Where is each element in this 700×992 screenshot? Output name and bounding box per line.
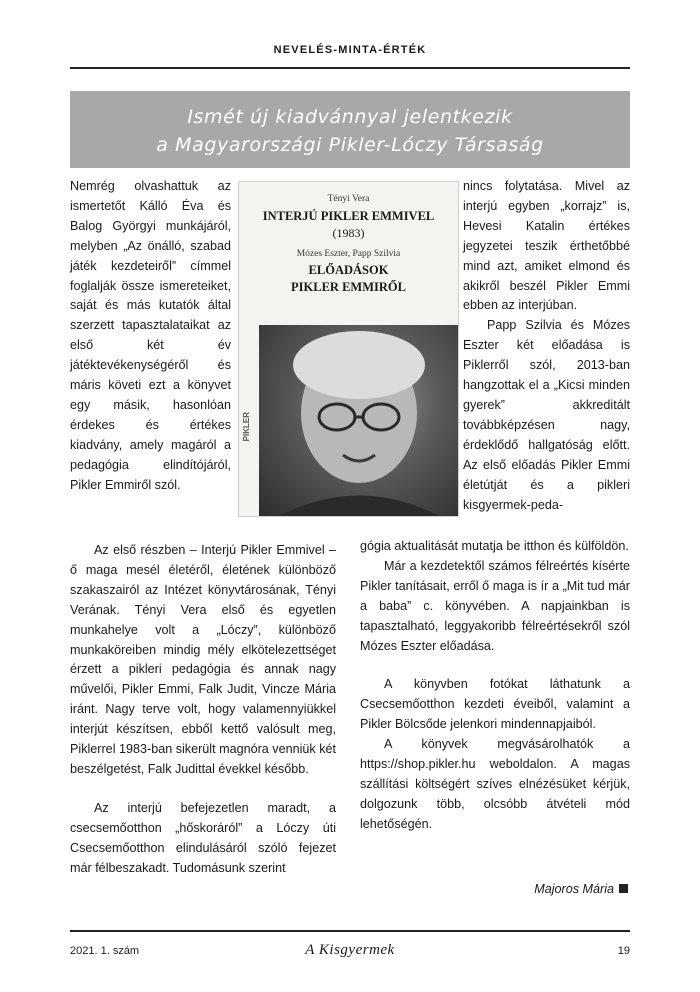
footer-rule <box>70 930 630 932</box>
footer-magazine-name: A Kisgyermek <box>305 942 395 958</box>
col-left-intro <box>70 177 231 496</box>
page-number: 19 <box>617 945 630 957</box>
cover-author: Tényi Vera <box>327 194 370 204</box>
paragraph: Papp Szilvia és Mózes Eszter két előadása is Piklerről szól, 2013-ban hangzottak el a „Kicsi minden gyerek” akkreditált továbbképzésen nagy, érdeklődő hallgatóság előtt. Az első előadás Pikler Emmi életútját és a pikleri kisgyermek-peda- <box>463 318 630 512</box>
paragraph: gógia aktualitását mutatja be itthon és külföldön. <box>360 539 629 553</box>
cover-spine-logo: PIKLER <box>242 412 251 442</box>
paragraph: Az első részben – Interjú Pikler Emmivel – ő maga mesél életéről, életének különböző szakaszairól az Intézet könyvtárosának, Tényi Verának. Tényi Vera első és egyetlen munkahelye volt a „Lóczy”, különböző munkaköreiben mindig mély elkötelezettséget érzett a pikleri pedagógia és annak nagy művelői, Pikler Emmi, Falk Judit, Vincze Mária iránt. Nagy terve volt, hogy valamennyiükkel interjút készítsen, ebből kettő valósult meg, Piklerrel 1983-ban sikerült magnóra venniük két beszélgetést, Falk Judittal évekkel később. <box>70 543 337 776</box>
article-title-band <box>70 91 630 168</box>
article-title-line-1: Ismét új kiadvánnyal jelentkezik <box>187 106 513 128</box>
signature-name: Majoros Mária <box>534 882 614 896</box>
cover-title-4: PIKLER EMMIRŐL <box>291 280 406 294</box>
paragraph: Az interjú befejezetlen maradt, a csecsemőotthon „hőskoráról” a Lóczy úti Csecsemőotthon elindulásáról szóló fejezet már félbeszakadt. Tudomásunk szerint <box>70 800 336 875</box>
header-rule <box>70 67 630 69</box>
cover-authors: Mózes Eszter, Papp Szilvia <box>296 249 401 259</box>
book-cover-image <box>238 181 459 517</box>
col-left-bottom <box>70 541 336 879</box>
cover-title-3: ELŐADÁSOK <box>308 263 389 277</box>
col-right-top <box>463 177 630 515</box>
paragraph: Nemrég olvashattuk az ismertetőt Kálló Éva és Balog Györgyi munkájáról, melyben „Az önálló, szabad játék kezdeteiről” címmel foglalják össze ismereteiket, saját és más kutatók által szerzett tapasztalataikat az első két év játéktevékenységéről és máris követi ezt a könyvet egy másik, hasonlóan érdekes és értékes kiadvány, amely magáról a pedagógia elindítójáról, Pikler Emmiről szól. <box>70 179 231 492</box>
portrait-photo <box>259 325 458 516</box>
author-signature <box>380 882 628 896</box>
running-head: NEVELÉS-MINTA-ÉRTÉK <box>273 44 427 56</box>
portrait-silhouette-icon <box>259 325 458 516</box>
cover-title-year: (1983) <box>332 226 365 240</box>
paragraph: Már a kezdetektől számos félreértés kísérte Pikler tanításait, erről ő maga is ír a „Mit tud már a baba” c. könyvében. A napjainkban is tapasztalható, leggyakoribb félreértésekről szól Mózes Eszter előadása. <box>360 558 630 653</box>
col-right-bottom <box>360 537 630 835</box>
article-title-line-2: a Magyarországi Pikler-Lóczy Társaság <box>156 134 544 156</box>
end-mark-icon <box>619 884 628 893</box>
paragraph: A könyvben fotókat láthatunk a Csecsemőotthon kezdeti éveiből, valamint a Pikler Bölcsőde jelenkori mindennapjaiból. <box>360 677 630 732</box>
paragraph: A könyvek megvásárolhatók a https://shop.pikler.hu weboldalon. A magas szállítási költségért szíves elnézésüket kérjük, dolgozunk több, olcsóbb átvételi mód lehetőségén. <box>360 737 630 831</box>
footer-issue: 2021. 1. szám <box>70 945 140 957</box>
cover-title-1: INTERJÚ PIKLER EMMIVEL <box>262 209 435 223</box>
paragraph: nincs folytatása. Mivel az interjú egyben „korrajz” is, Hevesi Katalin értékes jegyzetei teszik érthetőbbé mind azt, amiket elmond és akikről beszél Pikler Emmi ebben az interjúban. <box>463 179 630 313</box>
